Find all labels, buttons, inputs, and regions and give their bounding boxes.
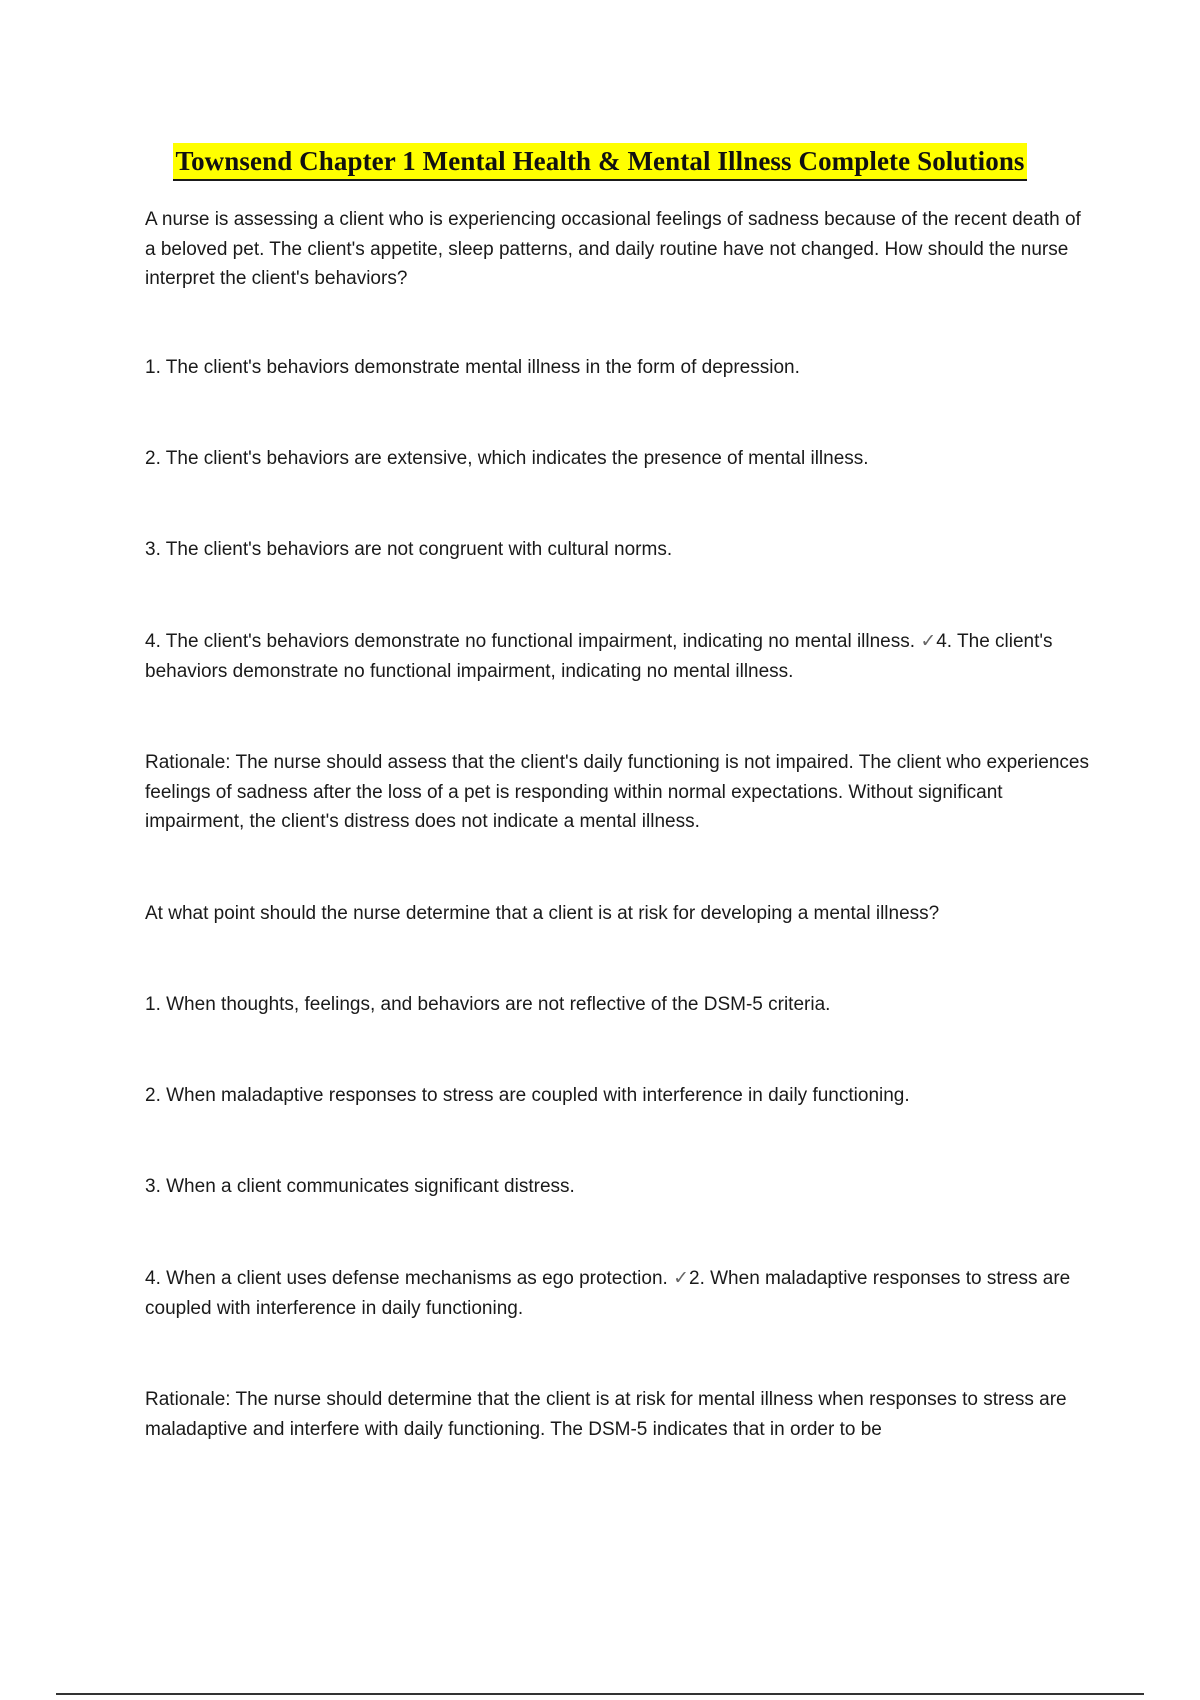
question-1-stem: A nurse is assessing a client who is experiencing occasional feelings of sadness because of the recent death of a beloved pet. The client's appetite, sleep patterns, and daily routine have not changed. How should the nurse interpret the client's behaviors?	[145, 209, 1081, 289]
question-2-stem: At what point should the nurse determine that a client is at risk for developing a mental illness?	[145, 903, 940, 924]
document-title: Townsend Chapter 1 Mental Health & Mental Illness Complete Solutions	[173, 143, 1026, 181]
check-mark-icon: ✓	[673, 1268, 689, 1289]
question-1-option-1: 1. The client's behaviors demonstrate mental illness in the form of depression.	[145, 357, 800, 378]
title-container	[0, 143, 1200, 181]
question-1-option-4-and-answer	[145, 627, 1090, 686]
question-2-option-1: 1. When thoughts, feelings, and behaviors are not reflective of the DSM-5 criteria.	[145, 994, 831, 1015]
question-2-option-4: 4. When a client uses defense mechanisms as ego protection.	[145, 1268, 668, 1289]
footer-divider	[56, 1693, 1144, 1695]
question-2-option-2: 2. When maladaptive responses to stress are coupled with interference in daily functioning.	[145, 1085, 910, 1106]
question-2-option-4-and-answer	[145, 1264, 1090, 1323]
question-1-option-3: 3. The client's behaviors are not congruent with cultural norms.	[145, 539, 673, 560]
question-2-rationale: Rationale: The nurse should determine that the client is at risk for mental illness when responses to stress are maladaptive and interfere with daily functioning. The DSM-5 indicates that in order to be	[145, 1389, 1067, 1440]
question-2-answer: 2. When maladaptive responses to stress are coupled with interference in daily functioning.	[145, 1268, 1071, 1319]
question-1-answer: 4. The client's behaviors demonstrate no functional impairment, indicating no mental illness.	[145, 631, 1053, 682]
question-1-option-4: 4. The client's behaviors demonstrate no functional impairment, indicating no mental illness.	[145, 631, 916, 652]
question-1-option-2: 2. The client's behaviors are extensive, which indicates the presence of mental illness.	[145, 448, 869, 469]
question-2-option-3: 3. When a client communicates significant distress.	[145, 1176, 575, 1197]
check-mark-icon: ✓	[920, 631, 937, 652]
question-1-rationale: Rationale: The nurse should assess that the client's daily functioning is not impaired. The client who experiences feelings of sadness after the loss of a pet is responding within normal expectations. Without significant impairment, the client's distress does not indicate a mental illness.	[145, 752, 1089, 832]
